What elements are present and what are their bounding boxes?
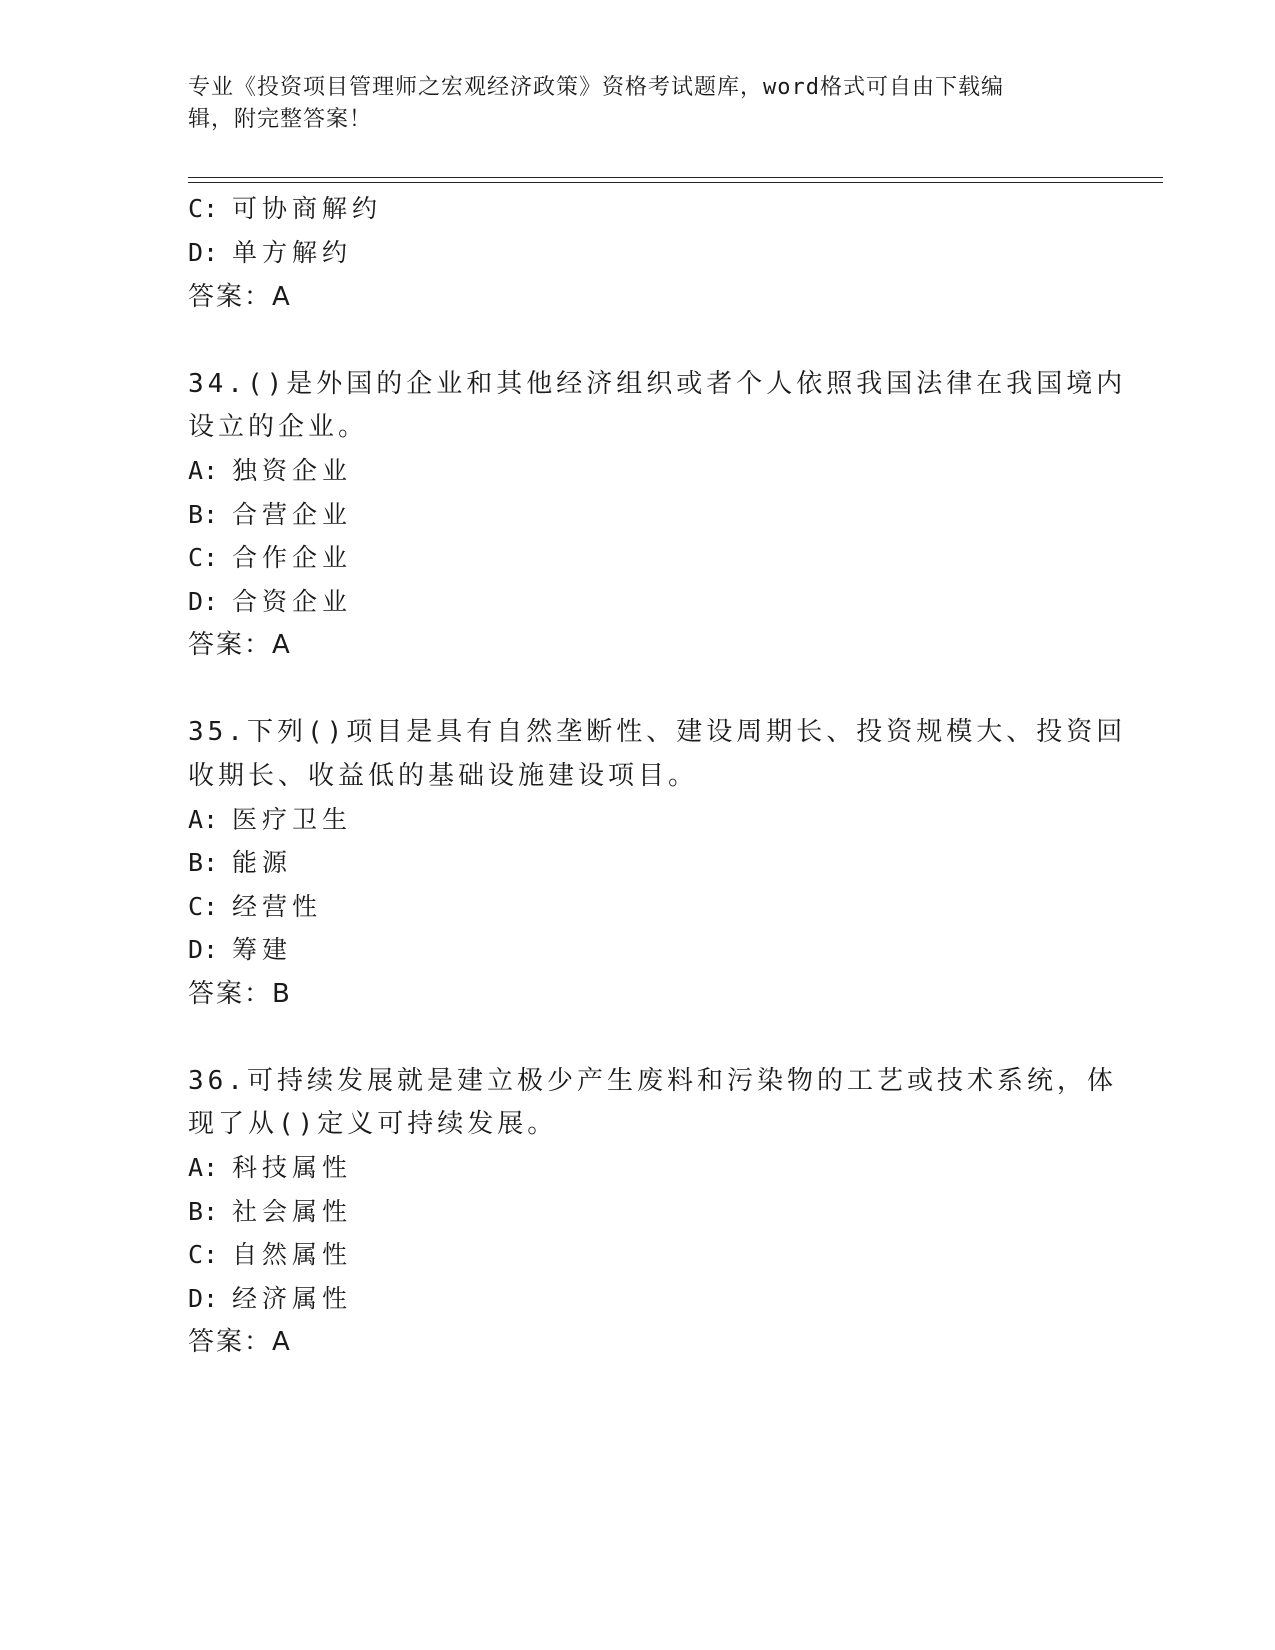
- option-b: [188, 498, 352, 532]
- option-a: [188, 803, 352, 837]
- question-35-line-2: 收期长、收益低的基础设施建设项目。: [188, 761, 699, 791]
- option-c: [188, 192, 382, 226]
- header-line-1: 专业《投资项目管理师之宏观经济政策》资格考试题库，word格式可自由下载编: [188, 75, 1004, 100]
- option-c: [188, 541, 352, 575]
- document-header: [188, 72, 1078, 136]
- header-divider-bottom: [188, 182, 1163, 183]
- option-d: [188, 933, 292, 967]
- option-key: B:: [188, 848, 219, 877]
- option-text: 筹建: [232, 935, 293, 964]
- option-key: D:: [188, 1284, 219, 1313]
- option-key: A:: [188, 1153, 219, 1182]
- option-d: [188, 236, 352, 270]
- option-key: C:: [188, 543, 219, 572]
- option-key: B:: [188, 1197, 219, 1226]
- header-divider-top: [188, 177, 1163, 178]
- question-34-line-1: 34.()是外国的企业和其他经济组织或者个人依照我国法律在我国境内: [188, 369, 1127, 399]
- option-key: B:: [188, 500, 219, 529]
- question-34-line-2: 设立的企业。: [188, 412, 369, 442]
- option-key: C:: [188, 892, 219, 921]
- answer-line: 答案：B: [188, 979, 292, 1009]
- option-text: 合作企业: [232, 543, 353, 572]
- option-text: 能源: [232, 848, 293, 877]
- option-key: A:: [188, 456, 219, 485]
- option-text: 科技属性: [232, 1153, 353, 1182]
- question-36-line-1: 36.可持续发展就是建立极少产生废料和污染物的工艺或技术系统，体: [188, 1066, 1117, 1096]
- answer-line: 答案：A: [188, 282, 292, 312]
- option-text: 单方解约: [232, 238, 353, 267]
- option-text: 自然属性: [232, 1240, 353, 1269]
- option-key: A:: [188, 805, 219, 834]
- option-b: [188, 846, 292, 880]
- option-text: 经营性: [232, 892, 323, 921]
- option-key: C:: [188, 1240, 219, 1269]
- option-d: [188, 585, 352, 619]
- option-d: [188, 1282, 352, 1316]
- option-c: [188, 1238, 352, 1272]
- option-text: 独资企业: [232, 456, 353, 485]
- question-35-line-1: 35.下列()项目是具有自然垄断性、建设周期长、投资规模大、投资回: [188, 717, 1127, 747]
- answer-line: 答案：A: [188, 630, 292, 660]
- option-a: [188, 1151, 352, 1185]
- option-text: 合资企业: [232, 587, 353, 616]
- option-text: 经济属性: [232, 1284, 353, 1313]
- option-key: C:: [188, 194, 219, 223]
- answer-line: 答案：A: [188, 1327, 292, 1357]
- option-b: [188, 1195, 352, 1229]
- question-36-line-2: 现了从()定义可持续发展。: [188, 1109, 558, 1139]
- option-key: D:: [188, 587, 219, 616]
- option-text: 可协商解约: [232, 194, 383, 223]
- option-c: [188, 890, 322, 924]
- option-key: D:: [188, 238, 219, 267]
- option-text: 合营企业: [232, 500, 353, 529]
- header-line-2: 辑，附完整答案！: [188, 107, 373, 132]
- option-text: 医疗卫生: [232, 805, 353, 834]
- option-a: [188, 454, 352, 488]
- option-text: 社会属性: [232, 1197, 353, 1226]
- option-key: D:: [188, 935, 219, 964]
